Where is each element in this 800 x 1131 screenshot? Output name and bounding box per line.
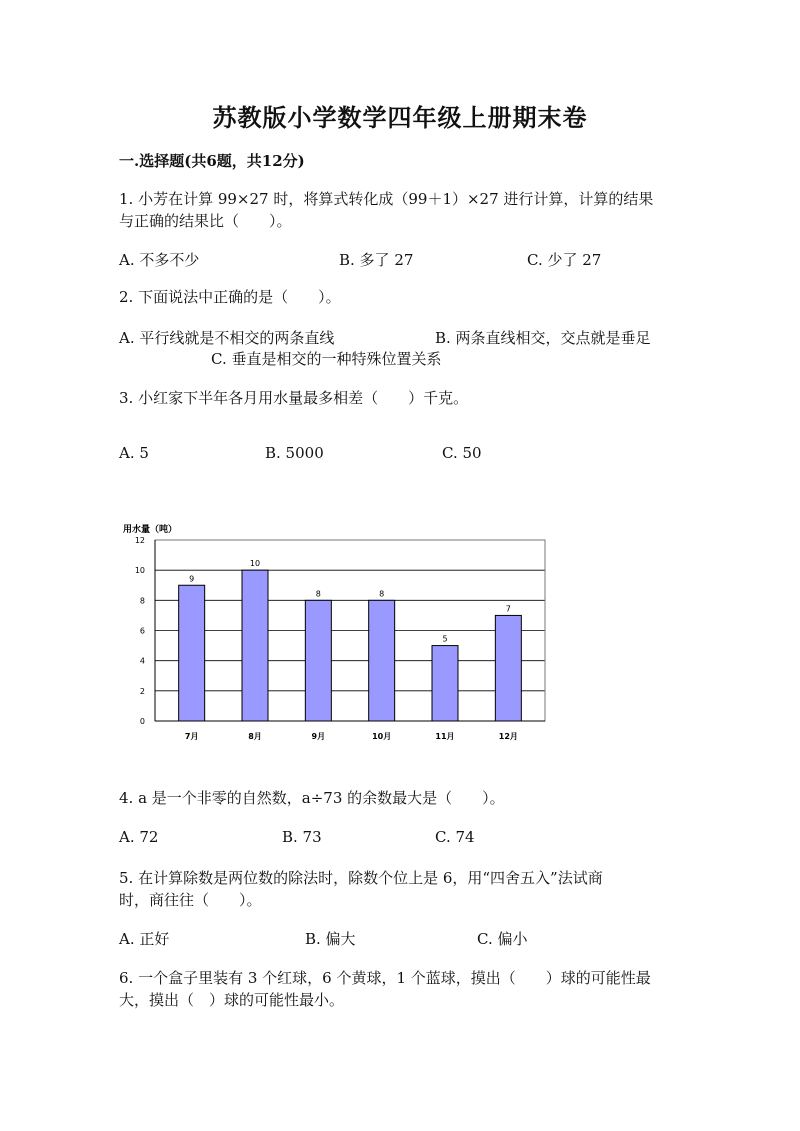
question-2-option-c[interactable]: C. 垂直是相交的一种特殊位置关系 [211, 350, 442, 368]
bar-7月 [179, 585, 205, 721]
water-usage-bar-chart [120, 520, 560, 750]
question-2-text: 2. 下面说法中正确的是（ ）。 [119, 288, 341, 306]
x-tick-label: 11月 [435, 732, 455, 741]
y-axis-label: 用水量（吨） [123, 525, 178, 535]
question-1-option-a[interactable]: A. 不多不少 [119, 251, 200, 269]
question-5-option-a[interactable]: A. 正好 [119, 930, 170, 948]
question-3-text: 3. 小红家下半年各月用水量最多相差（ ）千克。 [119, 389, 469, 407]
bar-value-label: 5 [442, 634, 448, 644]
bar-value-label: 9 [189, 574, 195, 584]
question-1-text-line1: 1. 小芳在计算 99×27 时，将算式转化成（99＋1）×27 进行计算，计算的结果 [119, 190, 654, 208]
question-6-text-line2: 大，摸出（ ）球的可能性最小。 [119, 991, 345, 1009]
y-tick-label: 8 [139, 596, 145, 606]
y-tick-label: 4 [139, 656, 145, 666]
bar-9月 [305, 600, 331, 721]
bar-value-label: 8 [315, 589, 321, 599]
y-tick-label: 12 [134, 536, 145, 545]
question-4-option-c[interactable]: C. 74 [435, 828, 475, 846]
x-tick-label: 8月 [248, 732, 262, 741]
question-2-option-b[interactable]: B. 两条直线相交，交点就是垂足 [435, 329, 651, 347]
y-tick-label: 10 [134, 566, 145, 576]
x-tick-label: 7月 [184, 732, 199, 741]
question-4-option-b[interactable]: B. 73 [282, 828, 322, 846]
section-heading: 一.选择题(共6题，共12分) [119, 152, 305, 170]
x-tick-label: 10月 [372, 732, 392, 741]
bar-10月 [369, 600, 395, 721]
question-5-text-line1: 5. 在计算除数是两位数的除法时，除数个位上是 6，用“四舍五入”法试商 [119, 869, 603, 887]
question-2-option-a[interactable]: A. 平行线就是不相交的两条直线 [119, 329, 335, 347]
bar-8月 [242, 570, 268, 721]
question-3-option-c[interactable]: C. 50 [442, 444, 482, 462]
question-3-option-a[interactable]: A. 5 [119, 444, 149, 462]
question-1-option-b[interactable]: B. 多了 27 [339, 251, 414, 269]
bar-12月 [495, 615, 521, 721]
question-4-text: 4. a 是一个非零的自然数，a÷73 的余数最大是（ ）。 [119, 789, 505, 807]
y-tick-label: 0 [139, 717, 145, 726]
question-5-text-line2: 时，商往往（ ）。 [119, 891, 262, 909]
question-3-option-b[interactable]: B. 5000 [265, 444, 324, 462]
bar-value-label: 8 [379, 589, 385, 599]
bar-11月 [432, 646, 458, 721]
x-tick-label: 9月 [311, 732, 326, 741]
x-tick-label: 12月 [498, 732, 518, 741]
question-5-option-c[interactable]: C. 偏小 [477, 930, 528, 948]
question-4-option-a[interactable]: A. 72 [119, 828, 159, 846]
y-tick-label: 2 [139, 686, 145, 696]
question-1-option-c[interactable]: C. 少了 27 [527, 251, 602, 269]
question-6-text-line1: 6. 一个盒子里装有 3 个红球，6 个黄球，1 个蓝球，摸出（ ）球的可能性最 [119, 969, 651, 987]
page-title: 苏教版小学数学四年级上册期末卷 [212, 103, 588, 132]
bar-value-label: 7 [505, 604, 511, 614]
y-tick-label: 6 [139, 626, 145, 636]
question-1-text-line2: 与正确的结果比（ ）。 [119, 212, 292, 230]
bar-value-label: 10 [249, 559, 261, 569]
question-5-option-b[interactable]: B. 偏大 [305, 930, 356, 948]
